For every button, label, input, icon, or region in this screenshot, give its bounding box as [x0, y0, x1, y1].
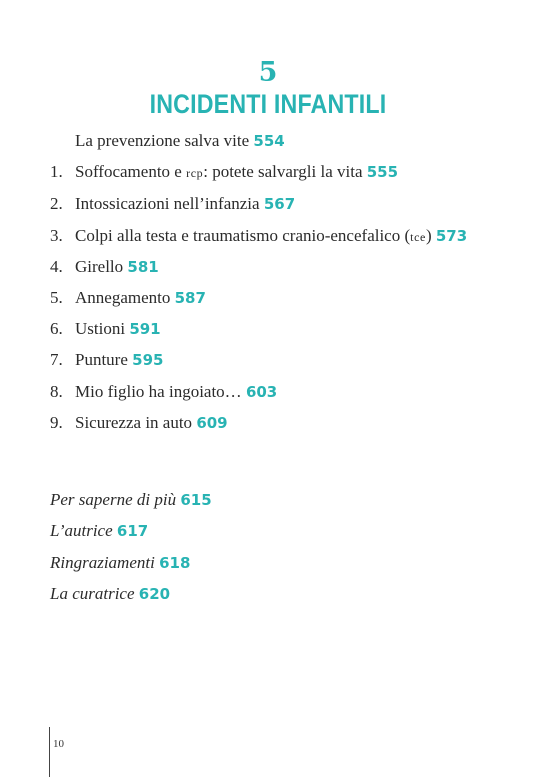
back-matter-label: Per saperne di più — [50, 490, 177, 509]
toc-page-number: 587 — [174, 289, 206, 307]
toc-entry-abbreviation: tce — [410, 230, 426, 244]
toc-entry-label: Sicurezza in auto — [75, 413, 193, 432]
folio-rule — [49, 727, 50, 777]
page-number: 10 — [53, 738, 64, 750]
toc-entry-text — [75, 379, 277, 405]
back-matter-entry — [50, 487, 212, 513]
back-matter-entry — [50, 550, 190, 576]
toc-page-number: 595 — [132, 351, 164, 369]
toc-page-number: 591 — [129, 320, 161, 338]
toc-entry-label: Soffocamento e — [75, 162, 187, 181]
toc-entry-number: 4. — [50, 257, 63, 276]
toc-page-number: 603 — [245, 383, 278, 401]
toc-page-number: 581 — [127, 258, 159, 276]
back-matter-entry — [50, 581, 170, 607]
back-matter-entry — [50, 518, 148, 544]
toc-entry-label: Girello — [75, 257, 124, 276]
toc-entry-label-suffix: ) — [425, 226, 432, 245]
toc-entry-text — [75, 159, 398, 186]
toc-entry-label: Annegamento — [75, 288, 171, 307]
toc-page-number: 555 — [366, 163, 399, 181]
toc-entry-text — [75, 254, 159, 280]
toc-entry-text — [75, 316, 161, 342]
back-matter-page-number: 615 — [180, 491, 212, 509]
toc-entry-label: Mio figlio ha ingoiato… — [75, 382, 242, 401]
toc-entry-text — [75, 410, 228, 436]
toc-entry-number: 7. — [50, 350, 63, 369]
toc-entry-number: 2. — [50, 194, 63, 213]
toc-entry-number: 9. — [50, 413, 63, 432]
toc-page-number: 609 — [196, 414, 228, 432]
toc-entry-number: 3. — [50, 226, 63, 245]
back-matter-label: Ringraziamenti — [50, 553, 155, 572]
toc-entry-text — [75, 347, 163, 373]
toc-entry-abbreviation: rcp — [186, 166, 204, 180]
toc-entry-number: 8. — [50, 382, 63, 401]
chapter-title: INCIDENTI INFANTILI — [149, 89, 387, 119]
toc-page-number: 554 — [253, 132, 285, 150]
toc-entry-number: 1. — [50, 162, 63, 181]
toc-entry-label: La prevenzione salva vite — [75, 131, 250, 150]
back-matter-page-number: 618 — [159, 554, 191, 572]
toc-entry-label-suffix: : potete salvargli la vita — [203, 162, 363, 181]
toc-entry-text — [75, 285, 206, 311]
chapter-number: 5 — [258, 57, 278, 88]
toc-entry-text — [75, 128, 285, 154]
toc-page-number: 573 — [435, 227, 468, 245]
toc-entry-label: Punture — [75, 350, 128, 369]
back-matter-label: L’autrice — [50, 521, 113, 540]
back-matter-label: La curatrice — [50, 584, 135, 603]
toc-entry-label: Intossicazioni nell’infanzia — [75, 194, 260, 213]
back-matter-page-number: 617 — [116, 522, 149, 540]
toc-entry-label: Ustioni — [75, 319, 126, 338]
toc-entry-number: 5. — [50, 288, 63, 307]
toc-entry-text — [75, 223, 467, 250]
toc-entry-label: Colpi alla testa e traumatismo cranio-encefalico ( — [75, 226, 411, 245]
toc-entry-text — [75, 191, 295, 217]
back-matter-page-number: 620 — [138, 585, 171, 603]
toc-page-number: 567 — [263, 195, 296, 213]
toc-entry-number: 6. — [50, 319, 63, 338]
